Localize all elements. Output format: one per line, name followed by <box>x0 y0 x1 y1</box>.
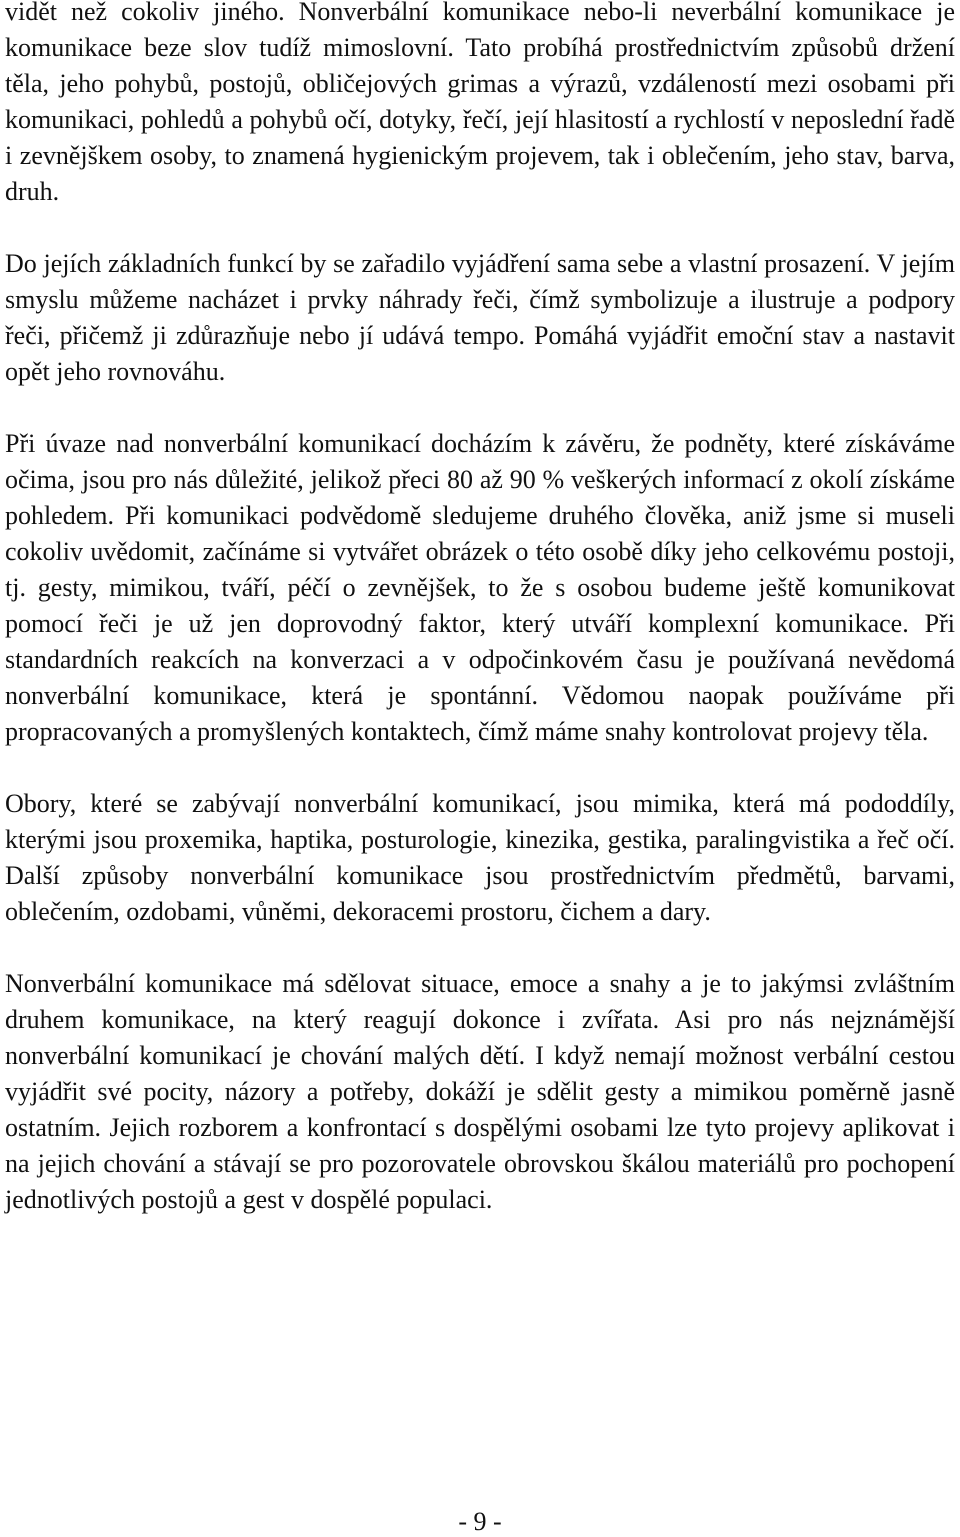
paragraph-3: Při úvaze nad nonverbální komunikací docházím k závěru, že podněty, které získáváme očima, jsou pro nás důležité, jelikož přeci 80 až 90 % veškerých informací z okolí získáme pohledem. Při komunikaci podvědomě sledujeme druhého člověka, aniž jsme si museli cokoliv uvědomit, začínáme si vytvářet obrázek o této osobě díky jeho celkovému postoji, tj. gesty, mimikou, tváří, péčí o zevnějšek, to že s osobou budeme ještě komunikovat pomocí řeči je už jen doprovodný faktor, který utváří komplexní komunikace. Při standardních reakcích na konverzaci a v odpočinkovém času je používaná nevědomá nonverbální komunikace, která je spontánní. Vědomou naopak používáme při propracovaných a promyšlených kontaktech, čímž máme snahy kontrolovat projevy těla. <box>5 429 955 746</box>
paragraph-1: vidět než cokoliv jiného. Nonverbální komunikace nebo-li neverbální komunikace je komunikace beze slov tudíž mimoslovní. Tato probíhá prostřednictvím způsobů držení těla, jeho pohybů, postojů, obličejových grimas a výrazů, vzdáleností mezi osobami při komunikaci, pohledů a pohybů očí, dotyky, řečí, její hlasitostí a rychlostí v neposlední řadě i zevnějškem osoby, to znamená hygienickým projevem, tak i oblečením, jeho stav, barva, druh. <box>5 0 955 206</box>
page-number: - 9 - <box>458 1507 502 1536</box>
paragraph-5: Nonverbální komunikace má sdělovat situace, emoce a snahy a je to jakýmsi zvláštním druhem komunikace, na který reagují dokonce i zvířata. Asi pro nás nejznámější nonverbální komunikací je chování malých dětí. I když nemají možnost verbální cestou vyjádřit své pocity, názory a potřeby, dokáží je sdělit gesty a mimikou poměrně jasně ostatním. Jejich rozborem a konfrontací s dospělými osobami lze tyto projevy aplikovat i na jejich chování a stávají se pro pozorovatele obrovskou škálou materiálů pro pochopení jednotlivých postojů a gest v dospělé populaci. <box>5 969 955 1214</box>
document-page <box>5 0 955 1218</box>
paragraph-4: Obory, které se zabývají nonverbální komunikací, jsou mimika, která má pododdíly, kterými jsou proxemika, haptika, posturologie, kinezika, gestika, paralingvistika a řeč očí. Další způsoby nonverbální komunikace jsou prostřednictvím předmětů, barvami, oblečením, ozdobami, vůněmi, dekoracemi prostoru, čichem a dary. <box>5 789 955 926</box>
paragraph-2: Do jejích základních funkcí by se zařadilo vyjádření sama sebe a vlastní prosazení. V jejím smyslu můžeme nacházet i prvky náhrady řeči, čímž symbolizuje a ilustruje a podpory řeči, přičemž ji zdůrazňuje nebo jí udává tempo. Pomáhá vyjádřit emoční stav a nastavit opět jeho rovnováhu. <box>5 249 955 386</box>
